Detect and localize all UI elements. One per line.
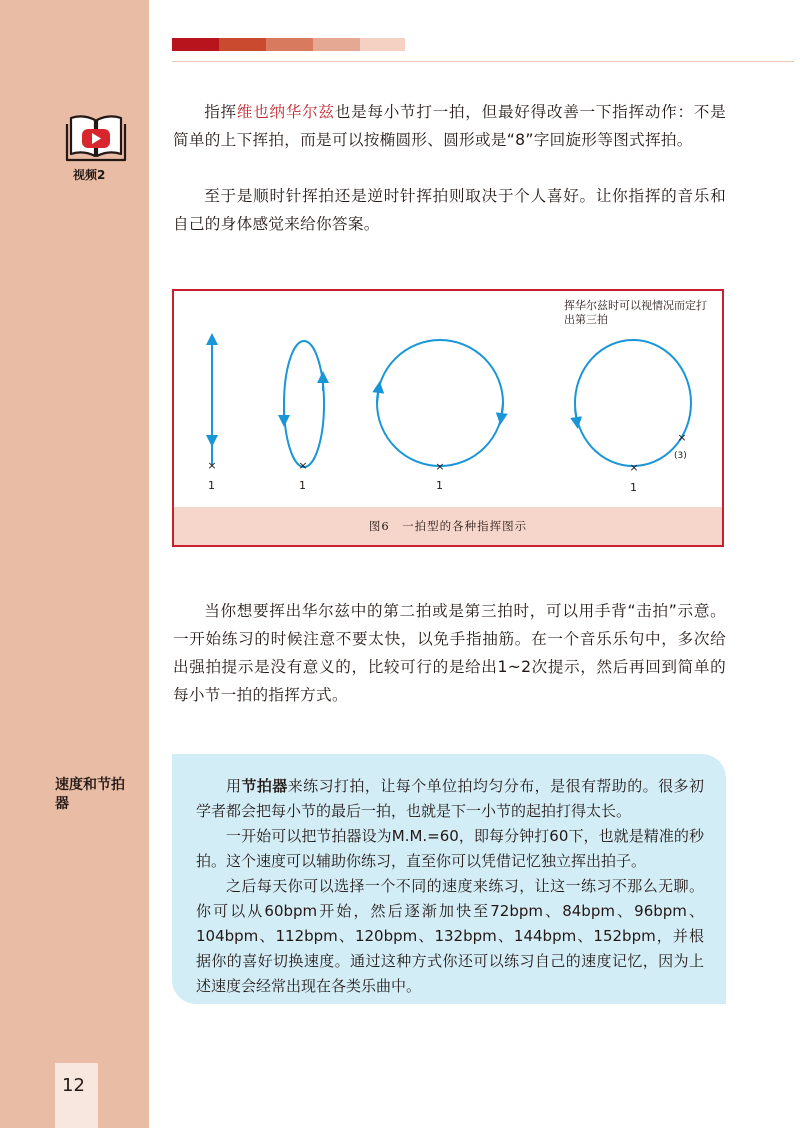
- svg-text:×: ×: [677, 431, 687, 444]
- figure-annotation: 挥华尔兹时可以视情况而定打出第三拍: [564, 299, 707, 326]
- header-rule: [172, 61, 794, 62]
- video-play-icon[interactable]: [63, 112, 129, 164]
- pattern-circle: [377, 340, 503, 473]
- beat-label-4: 1: [630, 481, 637, 494]
- stripe-3: [266, 38, 313, 51]
- beat-label-2: 1: [299, 479, 306, 492]
- paragraph-direction: 至于是顺时针挥拍还是逆时针挥拍则取决于个人喜好。让你指挥的音乐和自己的身体感觉来给你答案。: [173, 187, 726, 233]
- pattern-ellipse: [284, 341, 324, 472]
- beat-label-1: 1: [208, 479, 215, 492]
- pattern-vertical: [207, 339, 216, 472]
- stripe-4: [313, 38, 360, 51]
- para1-text-pre: 指挥: [204, 103, 237, 121]
- paragraph-intro: [173, 98, 726, 154]
- svg-text:×: ×: [298, 459, 308, 472]
- tip-paragraph-1: [196, 774, 704, 824]
- tip-paragraph-3: 之后每天你可以选择一个不同的速度来练习，让这一练习不那么无聊。你可以从60bpm开始，然后逐渐加快至72bpm、84bpm、96bpm、104bpm、112bpm、120bpm、132bpm、144bpm、152bpm，并根据你的喜好切换速度。通过这种方式你还可以练习自己的速度记忆，因为上述速度会经常出现在各类乐曲中。: [196, 877, 704, 995]
- para1-highlight: 维也纳华尔兹: [236, 103, 335, 121]
- figure-caption: 图6 一拍型的各种指挥图示: [368, 519, 528, 533]
- tip-p1-pre: 用: [226, 777, 242, 795]
- svg-text:×: ×: [435, 460, 445, 473]
- video-label: 视频2: [73, 168, 106, 182]
- paragraph-hand-signal: 当你想要挥出华尔兹中的第二拍或是第三拍时，可以用手背“击拍”示意。一开始练习的时候注意不要太快，以免手指抽筋。在一个音乐乐句中，多次给出强拍提示是没有意义的，比较可行的是给出1~2次提示，然后再回到简单的每小节一拍的指挥方式。: [173, 602, 726, 704]
- metronome-tip-box: [172, 754, 726, 1004]
- stripe-1: [172, 38, 219, 51]
- section-side-label: 速度和节拍器: [55, 777, 125, 812]
- tip-paragraph-2: 一开始可以把节拍器设为M.M.=60，即每分钟打60下，也就是精准的秒拍。这个速度可以辅助你练习，直至你可以凭借记忆独立挥出拍子。: [196, 827, 704, 870]
- tip-p1-post: 来练习打拍，让每个单位拍均匀分布，是很有帮助的。很多初学者都会把每小节的最后一拍，也就是下一小节的起拍打得太长。: [196, 777, 704, 820]
- header-stripes: [172, 38, 405, 51]
- tip-p1-bold: 节拍器: [241, 777, 288, 795]
- page-number: 12: [62, 1075, 85, 1096]
- third-beat-label: (3): [674, 451, 687, 461]
- figure-caption-band: [174, 507, 722, 545]
- figure-box: [172, 289, 724, 547]
- para1-text-post: 也是每小节打一拍，但最好得改善一下指挥动作：不是简单的上下挥拍，而是可以按椭圆形、圆形或是“8”字回旋形等图式挥拍。: [173, 103, 726, 149]
- beat-label-3: 1: [436, 479, 443, 492]
- svg-text:×: ×: [629, 461, 639, 474]
- stripe-5: [360, 38, 405, 51]
- stripe-2: [219, 38, 266, 51]
- svg-text:×: ×: [207, 459, 217, 472]
